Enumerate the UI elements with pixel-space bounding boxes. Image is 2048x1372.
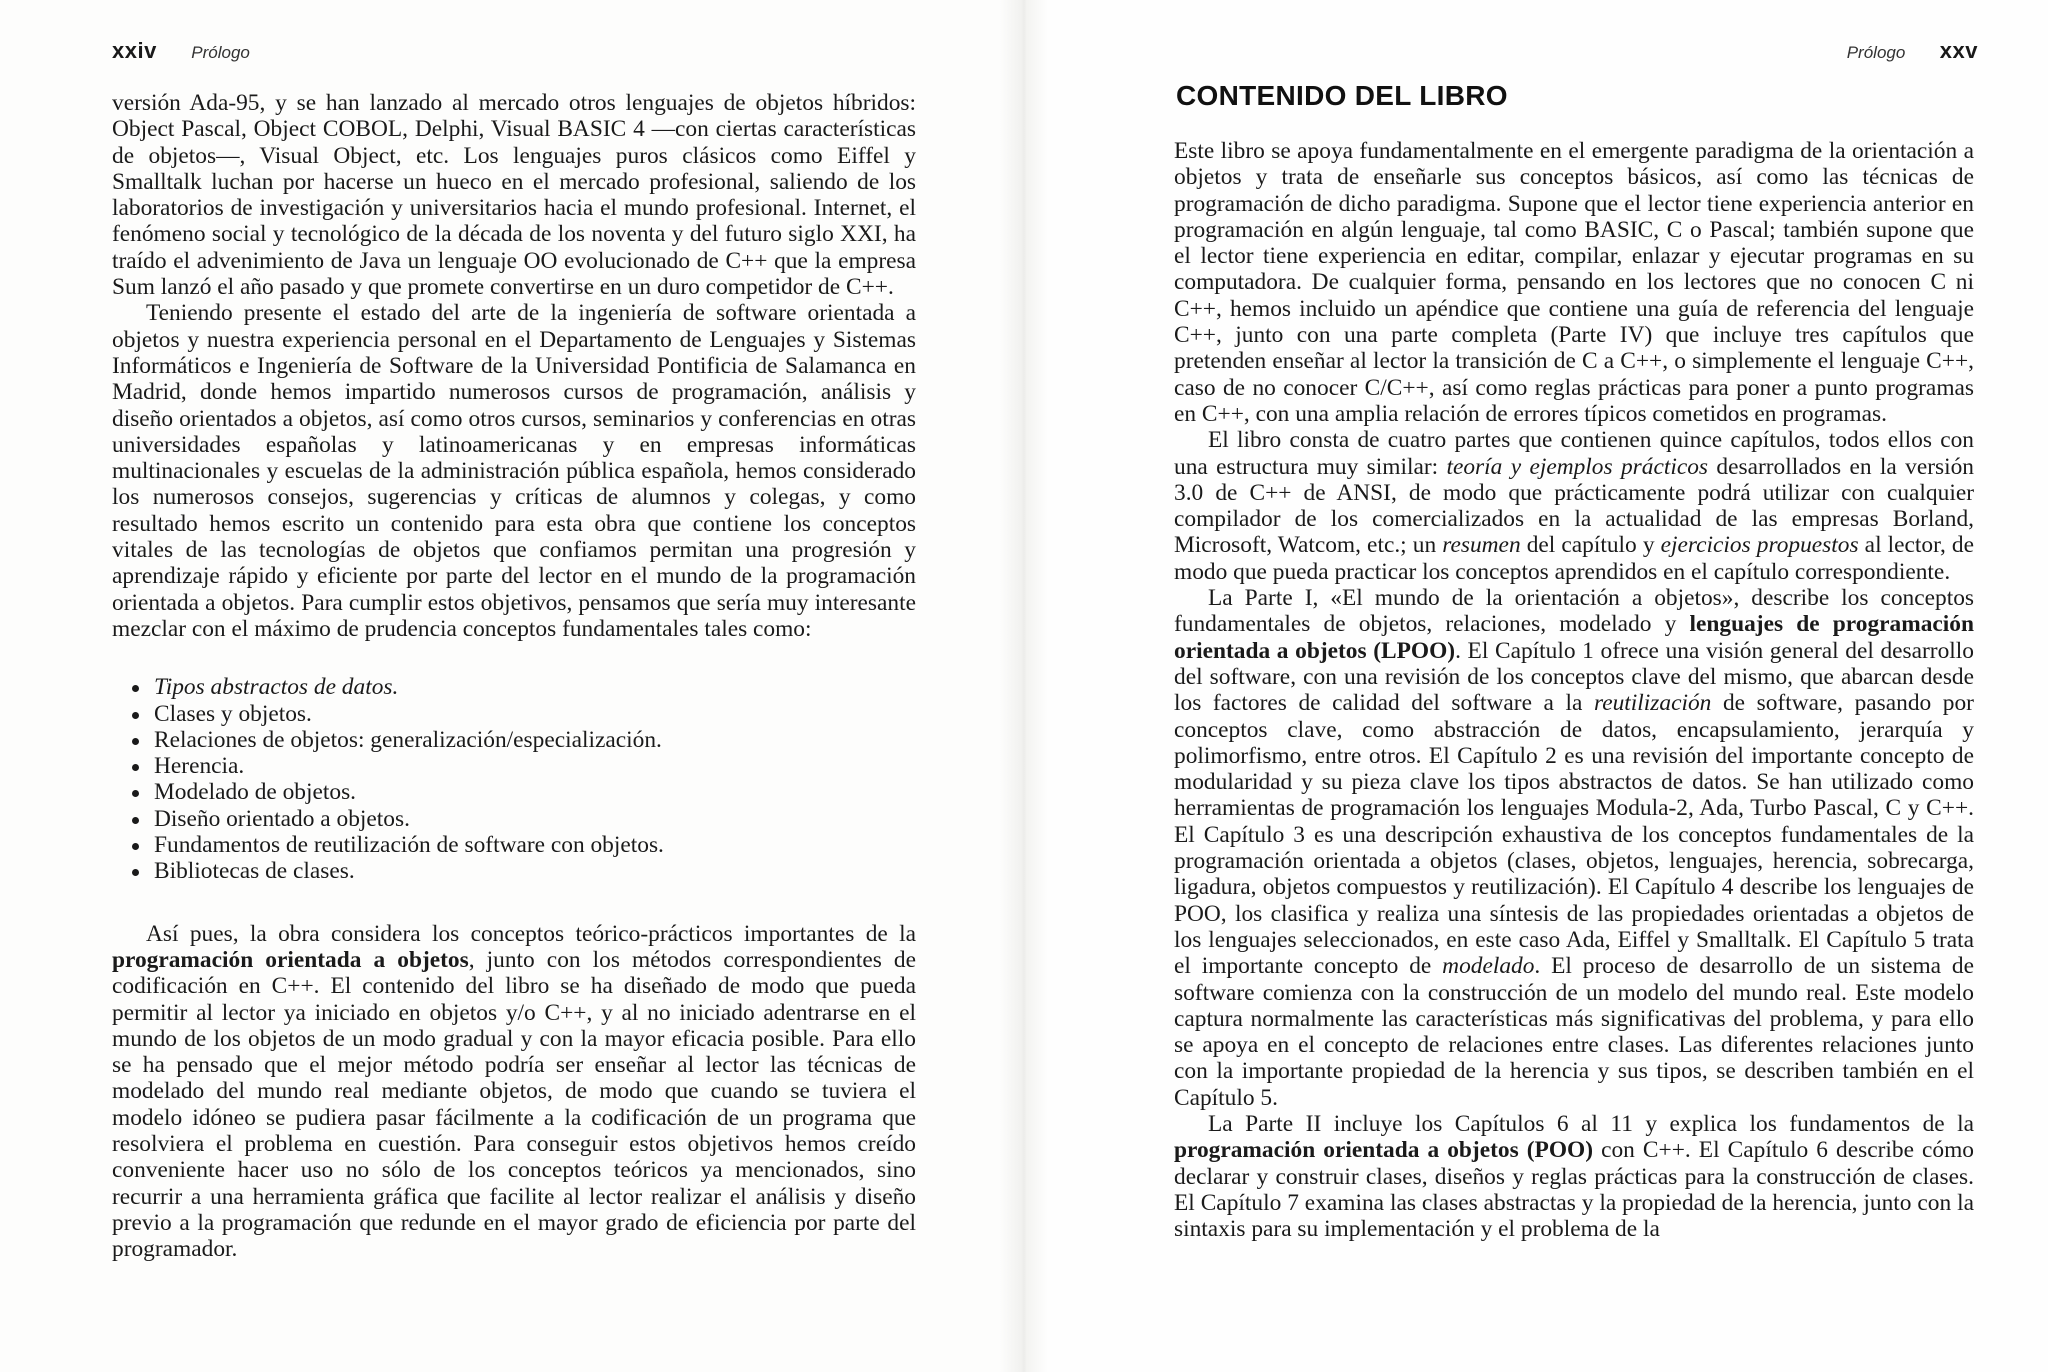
left-page-header [112,38,250,64]
list-item: Fundamentos de reutilización de software con objetos. [154,832,916,858]
section-title: CONTENIDO DEL LIBRO [1176,80,1508,111]
page-number: xxiv [112,38,157,63]
running-title: Prólogo [191,43,250,62]
list-item: Diseño orientado a objetos. [154,806,916,832]
list-item: Herencia. [154,753,916,779]
paragraph: versión Ada-95, y se han lanzado al mercado otros lenguajes de objetos híbridos: Object Pascal, Object COBOL, Delphi, Visual BASIC 4 —con ciertas características de objetos—, Visual Object, etc. Los lenguajes puros clásicos como Eiffel y Smalltalk luchan por hacerse un hueco en el mercado profesional, saliendo de los laboratorios de investigación y universitarios hacia el mundo profesional. Internet, el fenómeno social y tecnológico de la década de los noventa y del futuro siglo XXI, ha traído el advenimiento de Java un lenguaje OO evolucionado de C++ que la empresa Sum lanzó el año pasado y que promete convertirse en un duro competidor de C++. [112,90,916,301]
book-gutter [1000,0,1048,1372]
concept-list [112,674,916,884]
paragraph: El libro consta de cuatro partes que contienen quince capítulos, todos ellos con una estructura muy similar: teoría y ejemplos prácticos desarrollados en la versión 3.0 de C++ de ANSI, de modo que prácticamente podrá utilizar con cualquier compilador de los comercializados en la actualidad de las empresas Borland, Microsoft, Watcom, etc.; un resumen del capítulo y ejercicios propuestos al lector, de modo que pueda practicar los conceptos aprendidos en el capítulo correspondiente. [1174,427,1974,585]
running-title: Prólogo [1846,43,1906,62]
left-page-body [112,90,916,1262]
paragraph: Este libro se apoya fundamentalmente en el emergente paradigma de la orientación a objetos y trata de enseñarle sus conceptos básicos, así como las técnicas de programación de dicho paradigma. Supone que el lector tiene experiencia anterior en programación en algún lenguaje, tal como BASIC, C o Pascal; también supone que el lector tiene experiencia en editar, compilar, enlazar y ejecutar programas en su computadora. De cualquier forma, pensando en los lectores que no conocen C ni C++, hemos incluido un apéndice que contiene una guía de referencia del lenguaje C++, junto con una parte completa (Parte IV) que incluye tres capítulos que pretenden enseñar al lector la transición de C a C++, o simplemente el lenguaje C++, caso de no conocer C/C++, así como reglas prácticas para poner a punto programas en C++, con una amplia relación de errores típicos cometidos en programas. [1174,138,1974,427]
right-page-header [1847,38,1978,64]
page-number: xxv [1939,38,1978,63]
paragraph: La Parte I, «El mundo de la orientación a objetos», describe los conceptos fundamentales de objetos, relaciones, modelado y lenguajes de programación orientada a objetos (LPOO). El Capítulo 1 ofrece una visión general del desarrollo del software, con una revisión de los conceptos clave del mismo, que abarcan desde los factores de calidad del software a la reutilización de software, pasando por conceptos clave, como abstracción de datos, encapsulamiento, jerarquía y polimorfismo, entre otros. El Capítulo 2 es una revisión del importante concepto de modularidad y su pieza clave los tipos abstractos de datos. Se han utilizado como herramientas de programación los lenguajes Modula-2, Ada, Turbo Pascal, C y C++. El Capítulo 3 es una descripción exhaustiva de los conceptos fundamentales de la programación orientada a objetos (clases, objetos, lenguajes, herencia, sobrecarga, ligadura, objetos compuestos y reutilización). El Capítulo 4 describe los lenguajes de POO, los clasifica y realiza una síntesis de las propiedades orientadas a objetos de los lenguajes seleccionados, en este caso Ada, Eiffel y Smalltalk. El Capítulo 5 trata el importante concepto de modelado. El proceso de desarrollo de un sistema de software comienza con la construcción de un modelo del mundo real. Este modelo captura normalmente las características más significativas del problema, y para ello se apoya en el concepto de relaciones entre clases. Las diferentes relaciones junto con la importante propiedad de la herencia y sus tipos, se describen también en el Capítulo 5. [1174,585,1975,1111]
right-page-body [1174,138,1974,1242]
list-item: Relaciones de objetos: generalización/especialización. [154,727,916,753]
list-item: Bibliotecas de clases. [154,858,916,884]
paragraph: Teniendo presente el estado del arte de la ingeniería de software orientada a objetos y nuestra experiencia personal en el Departamento de Lenguajes y Sistemas Informáticos e Ingeniería de Software de la Universidad Pontificia de Salamanca en Madrid, donde hemos impartido numerosos cursos de programación, análisis y diseño orientados a objetos, así como otros cursos, seminarios y conferencias en otras universidades españolas y latinoamericanas y en empresas informáticas multinacionales y escuelas de la administración pública española, hemos considerado los numerosos consejos, sugerencias y críticas de alumnos y colegas, y como resultado hemos escrito un contenido para esta obra que contiene los conceptos vitales de las tecnologías de objetos que confiamos permitan una progresión y aprendizaje rápido y eficiente por parte del lector en el mundo de la programación orientada a objetos. Para cumplir estos objetivos, pensamos que sería muy interesante mezclar con el máximo de prudencia conceptos fundamentales tales como: [112,300,916,642]
list-item: Clases y objetos. [154,701,916,727]
paragraph: Así pues, la obra considera los conceptos teórico-prácticos importantes de la programación orientada a objetos, junto con los métodos correspondientes de codificación en C++. El contenido del libro se ha diseñado de modo que pueda permitir al lector ya iniciado en objetos y/o C++, y al no iniciado adentrarse en el mundo de los objetos de un modo gradual y con la mayor eficacia posible. Para ello se ha pensado que el mejor método podría ser enseñar al lector las técnicas de modelado del mundo real mediante objetos, de modo que cuando se tuviera el modelo idóneo se pudiera pasar fácilmente a la codificación de un programa que resolviera el problema en cuestión. Para conseguir estos objetivos hemos creído conveniente hacer uso no sólo de los conceptos teóricos ya mencionados, sino recurrir a una herramienta gráfica que facilite al lector realizar el análisis y diseño previo a la programación que redunde en el mayor grado de eficiencia por parte del programador. [112,920,916,1263]
paragraph: La Parte II incluye los Capítulos 6 al 11 y explica los fundamentos de la programación orientada a objetos (POO) con C++. El Capítulo 6 describe cómo declarar y construir clases, diseños y reglas prácticas para la construcción de clases. El Capítulo 7 examina las clases abstractas y la propiedad de la herencia, junto con la sintaxis para su implementación y el problema de la [1174,1110,1974,1243]
list-item: Modelado de objetos. [154,779,916,805]
list-item: Tipos abstractos de datos. [154,674,916,700]
